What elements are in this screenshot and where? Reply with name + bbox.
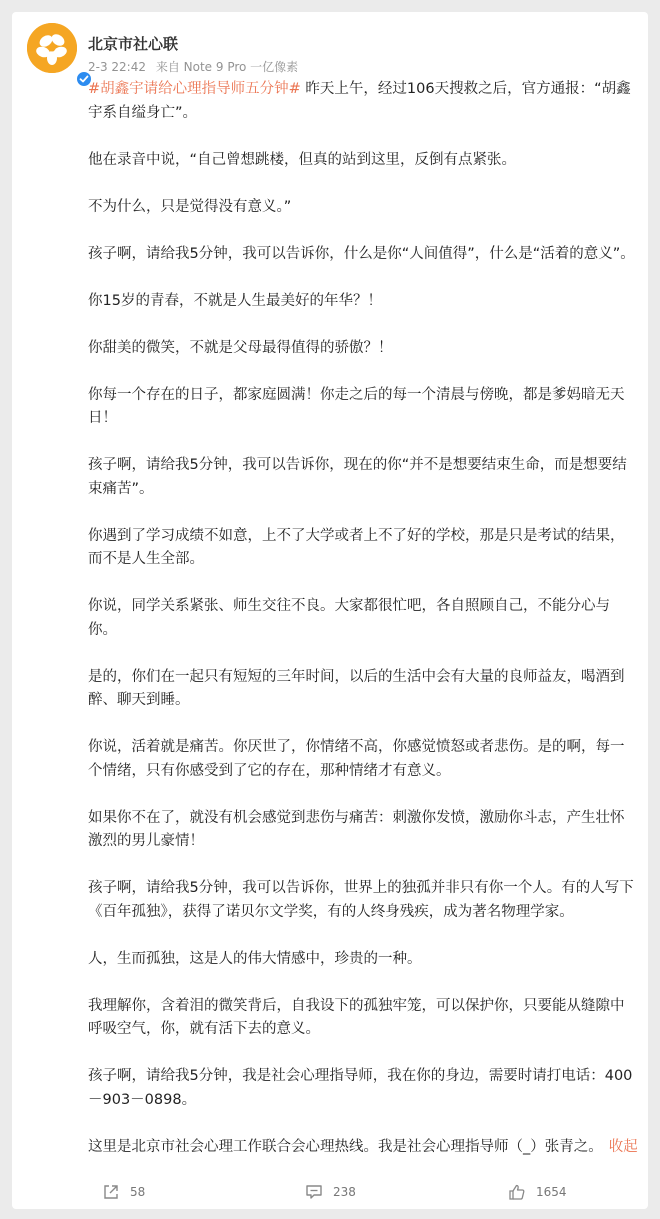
paragraph: 你说，活着就是痛苦。你厌世了，你情绪不高，你感觉愤怒或者悲伤。是的啊，每一个情绪，只有你感受到了它的存在，那种情绪才有意义。 bbox=[88, 739, 625, 779]
paragraph: 人，生而孤独，这是人的伟大情感中，珍贵的一种。 bbox=[88, 950, 422, 967]
post-meta bbox=[88, 58, 304, 75]
paragraph: 你甜美的微笑，不就是父母最得值得的骄傲？！ bbox=[88, 339, 393, 356]
topic-link[interactable]: #胡鑫宇请给心理指导师五分钟# bbox=[88, 81, 301, 97]
post-timestamp[interactable]: 2-3 22:42 bbox=[88, 60, 146, 74]
avatar[interactable] bbox=[27, 23, 77, 73]
paragraph: 我理解你，含着泪的微笑背后，自我设下的孤独牢笼，可以保护你，只要能从缝隙中呼吸空气，你，就有活下去的意义。 bbox=[88, 997, 625, 1037]
lead-text: 昨天上午，经过106天搜救之后，官方通报：“胡鑫宇系自缢身亡”。 bbox=[88, 81, 631, 121]
repost-count: 58 bbox=[130, 1185, 146, 1199]
paragraph: 孩子啊，请给我5分钟，我可以告诉你，世界上的独孤并非只有你一个人。有的人写下《百年孤独》，获得了诺贝尔文学奖，有的人终身残疾，成为著名物理学家。 bbox=[88, 880, 634, 920]
paragraph: 你每一个存在的日子，都家庭圆满！你走之后的每一个清晨与傍晚，都是爹妈暗无天日！ bbox=[88, 386, 625, 426]
comment-count: 238 bbox=[333, 1185, 356, 1199]
lead-paragraph bbox=[88, 78, 638, 125]
paragraph: 你遇到了学习成绩不如意，上不了大学或者上不了好的学校，那是只是考试的结果，而不是人生全部。 bbox=[88, 527, 625, 567]
action-bar bbox=[12, 1175, 648, 1211]
paragraph: 你说，同学关系紧张、师生交往不良。大家都很忙吧，各自照顾自己，不能分心与你。 bbox=[88, 598, 610, 638]
author-name[interactable]: 北京市社心联 bbox=[88, 35, 179, 53]
paragraph: 孩子啊，请给我5分钟，我可以告诉你，现在的你“并不是想要结束生命，而是想要结束痛苦”。 bbox=[88, 457, 627, 497]
last-paragraph bbox=[88, 1136, 638, 1160]
paragraph: 不为什么，只是觉得没有意义。” bbox=[88, 198, 292, 215]
paragraph: 他在录音中说，“自己曾想跳楼，但真的站到这里，反倒有点紧张。 bbox=[88, 151, 517, 168]
last-paragraph-text: 这里是北京市社会心理工作联合会心理热线。我是社会心理指导师（_）张青之。 bbox=[88, 1138, 603, 1155]
paragraph: 孩子啊，请给我5分钟，我是社会心理指导师，我在你的身边，需要时请打电话：400－903－0898。 bbox=[88, 1068, 633, 1108]
thumbs-up-icon bbox=[508, 1183, 526, 1201]
repost-button[interactable] bbox=[102, 1183, 145, 1201]
flower-logo-icon bbox=[27, 23, 77, 73]
comment-icon bbox=[305, 1183, 323, 1201]
like-button[interactable] bbox=[508, 1183, 567, 1201]
post-content bbox=[88, 78, 638, 1183]
paragraph: 孩子啊，请给我5分钟，我可以告诉你，什么是你“人间值得”，什么是“活着的意义”。 bbox=[88, 245, 635, 262]
paragraph: 如果你不在了，就没有机会感觉到悲伤与痛苦：刺激你发愤，激励你斗志，产生壮怀激烈的男儿豪情！ bbox=[88, 809, 625, 849]
paragraph: 是的，你们在一起只有短短的三年时间，以后的生活中会有大量的良师益友，喝酒到醉、聊天到睡。 bbox=[88, 668, 625, 708]
paragraph: 你15岁的青春，不就是人生最美好的年华？！ bbox=[88, 292, 382, 309]
share-icon bbox=[102, 1183, 120, 1201]
weibo-post-card bbox=[12, 12, 648, 1209]
post-source: 来自 Note 9 Pro 一亿像素 bbox=[155, 60, 299, 74]
like-count: 1654 bbox=[536, 1185, 567, 1199]
comment-button[interactable] bbox=[305, 1183, 356, 1201]
collapse-link[interactable]: 收起 bbox=[608, 1138, 638, 1155]
